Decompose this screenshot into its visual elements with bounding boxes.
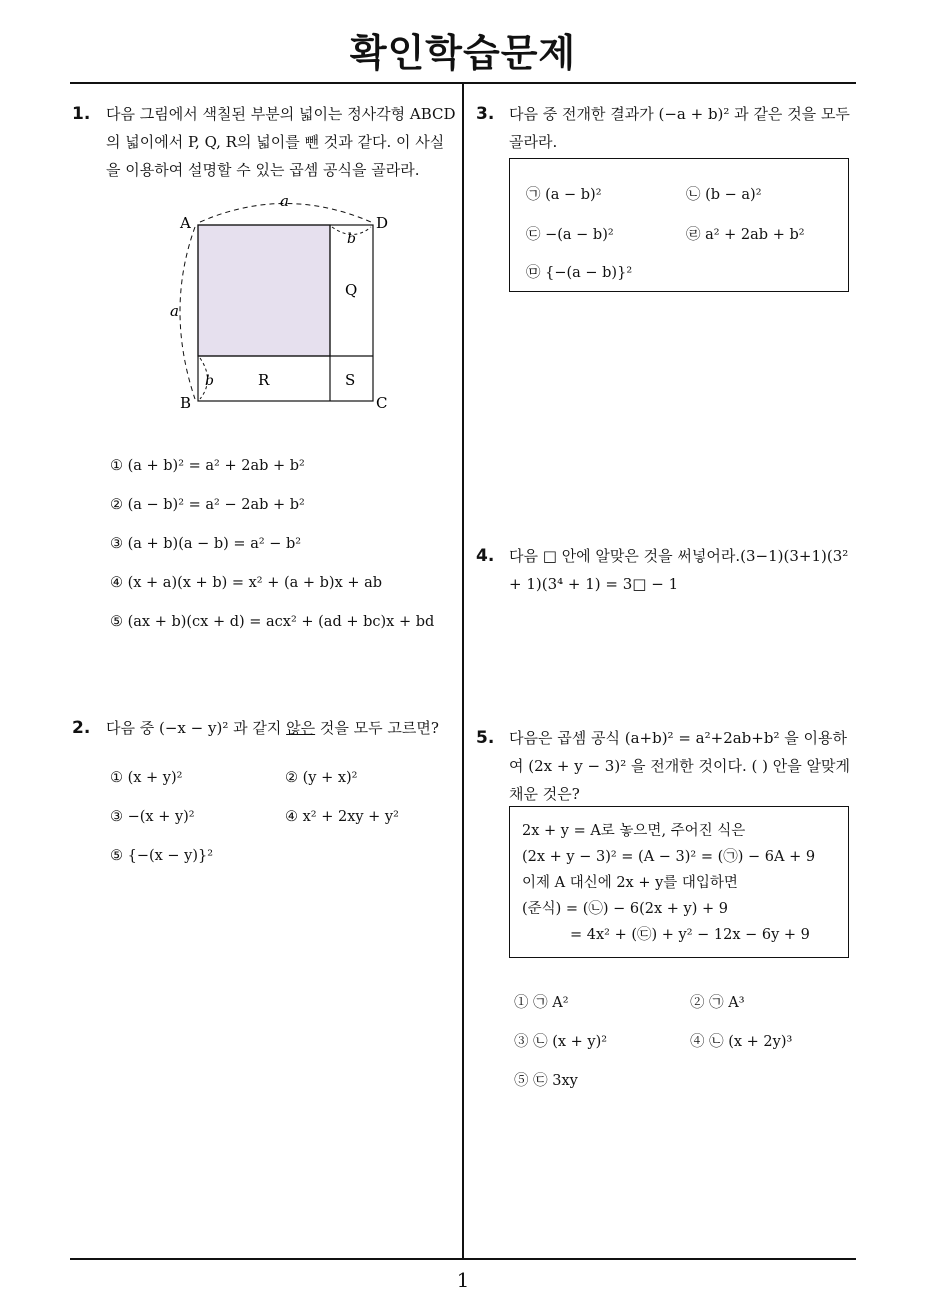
column-divider: [462, 84, 464, 1258]
label-C: C: [376, 394, 388, 412]
question-text: 다음 중 전개한 결과가 (−a + b)² 과 같은 것을 모두 골라라.: [509, 105, 850, 151]
option-4[interactable]: ④ (x + a)(x + b) = x² + (a + b)x + ab: [110, 575, 383, 591]
question-number: 2.: [72, 718, 91, 738]
question-text-part: 것을 모두 고르면?: [315, 719, 439, 737]
question-text: 다음 그림에서 색칠된 부분의 넓이는 정사각형 ABCD의 넓이에서 P, Q, R의 넓이를 뺀 것과 같다. 이 사실을 이용하여 설명할 수 있는 곱셈 공식을 골라라.: [106, 105, 456, 179]
solution-box: [509, 806, 849, 958]
question-number: 1.: [72, 104, 91, 124]
choice-digeut: ㉢ −(a − b)²: [526, 227, 614, 243]
option-1[interactable]: ① (a + b)² = a² + 2ab + b²: [110, 458, 305, 474]
shaded-region: [198, 225, 330, 356]
option-3[interactable]: ③ (a + b)(a − b) = a² − b²: [110, 536, 302, 552]
question-number: 5.: [476, 728, 495, 748]
solution-line: (2x + y − 3)² = (A − 3)² = (㉠) − 6A + 9: [522, 849, 816, 865]
dimension-arc-a-left: [180, 227, 195, 399]
option-1[interactable]: ① ㉠ A²: [514, 995, 569, 1011]
label-A: A: [180, 214, 191, 232]
square-figure: [160, 190, 420, 430]
footer-rule: [70, 1258, 856, 1260]
option-5[interactable]: ⑤ (ax + b)(cx + d) = acx² + (ad + bc)x + bd: [110, 614, 435, 630]
solution-line: 2x + y = A로 놓으면, 주어진 식은: [522, 823, 746, 839]
label-a-left: a: [170, 302, 179, 320]
solution-line: 이제 A 대신에 2x + y를 대입하면: [522, 875, 738, 891]
label-R: R: [258, 371, 270, 389]
solution-line: = 4x² + (㉢) + y² − 12x − 6y + 9: [570, 927, 810, 943]
option-2[interactable]: ② ㉠ A³: [690, 995, 745, 1011]
question-text: 다음은 곱셈 공식 (a+b)² = a²+2ab+b² 을 이용하여 (2x + y − 3)² 을 전개한 것이다. ( ) 안을 알맞게 채운 것은?: [509, 729, 850, 803]
label-b-top: b: [347, 231, 356, 247]
option-4[interactable]: ④ ㉡ (x + 2y)³: [690, 1034, 793, 1050]
emphasis-text: 않은: [286, 719, 316, 737]
choice-giyeok: ㉠ (a − b)²: [526, 187, 602, 203]
label-Q: Q: [345, 281, 358, 299]
choice-rieul: ㉣ a² + 2ab + b²: [686, 227, 805, 243]
question-number: 4.: [476, 546, 495, 566]
question-text: [106, 714, 456, 742]
question-text: 다음 □ 안에 알맞은 것을 써넣어라.(3−1)(3+1)(3² + 1)(3⁴ + 1) = 3□ − 1: [509, 547, 849, 593]
question-number: 3.: [476, 104, 495, 124]
label-S: S: [345, 371, 356, 389]
label-b-left: b: [205, 373, 214, 389]
label-D: D: [376, 214, 389, 232]
label-B: B: [180, 394, 192, 412]
option-4[interactable]: ④ x² + 2xy + y²: [285, 809, 399, 825]
option-2[interactable]: ② (y + x)²: [285, 770, 358, 786]
option-5[interactable]: ⑤ ㉢ 3xy: [514, 1073, 578, 1089]
label-a-top: a: [280, 192, 289, 210]
page-title: 확인학습문제: [349, 31, 577, 75]
option-1[interactable]: ① (x + y)²: [110, 770, 183, 786]
page-number: 1: [456, 1268, 470, 1292]
choice-mieum: ㉤ {−(a − b)}²: [526, 265, 633, 281]
choice-nieun: ㉡ (b − a)²: [686, 187, 762, 203]
option-3[interactable]: ③ −(x + y)²: [110, 809, 195, 825]
option-5[interactable]: ⑤ {−(x − y)}²: [110, 848, 214, 864]
option-3[interactable]: ③ ㉡ (x + y)²: [514, 1034, 608, 1050]
question-text-part: 다음 중 (−x − y)² 과 같지: [106, 719, 287, 737]
choices-box: [509, 158, 849, 292]
solution-line: (준식) = (㉡) − 6(2x + y) + 9: [522, 901, 728, 917]
option-2[interactable]: ② (a − b)² = a² − 2ab + b²: [110, 497, 305, 513]
